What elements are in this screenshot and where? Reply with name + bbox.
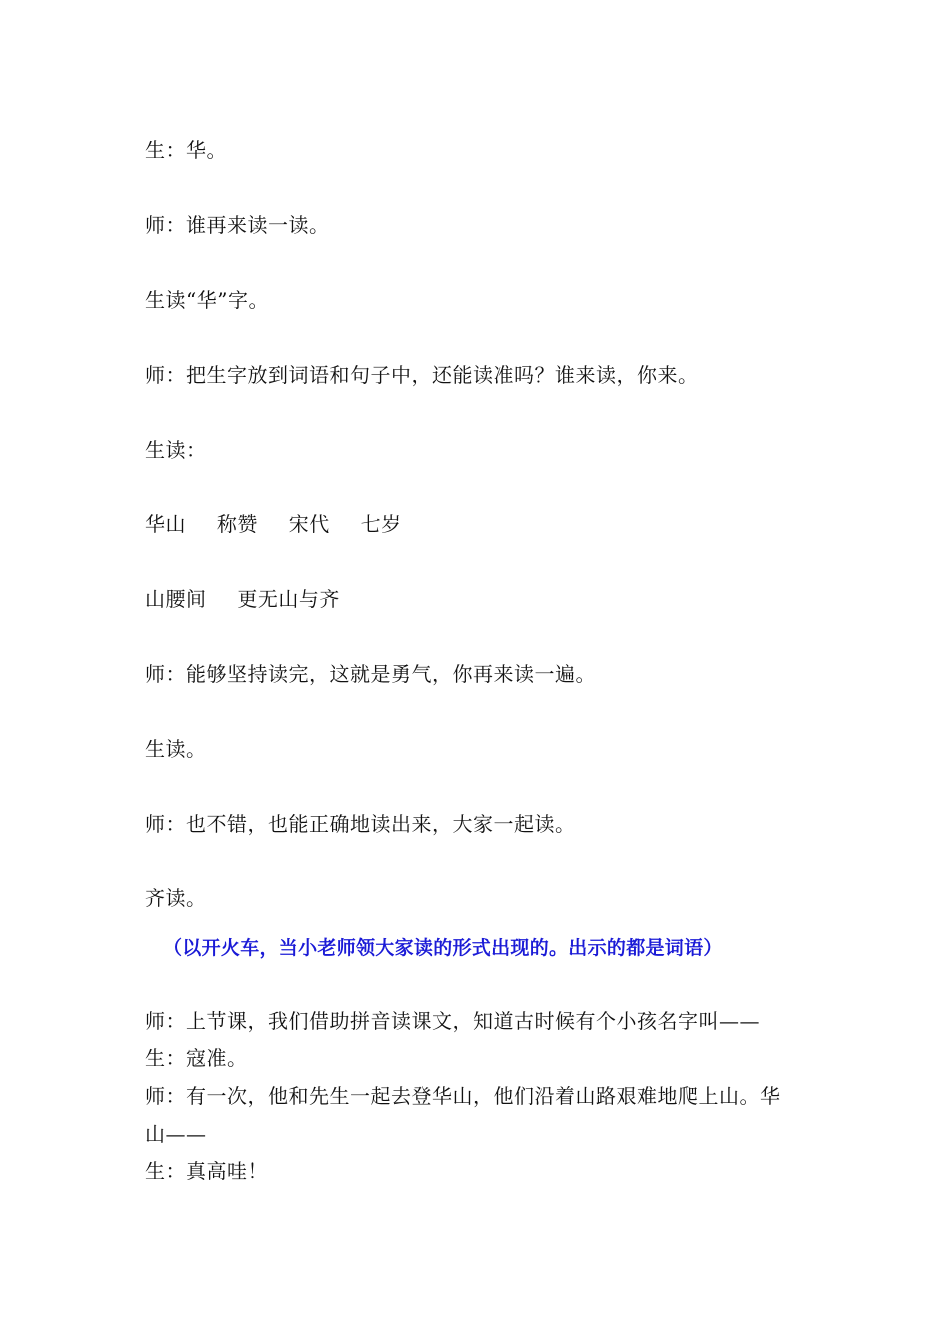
vocab-word: 更无山与齐	[237, 587, 340, 611]
vocab-word: 宋代	[288, 512, 330, 536]
text-line: 生读。	[145, 737, 207, 761]
text-line: 生读：	[145, 438, 207, 462]
text-line: 生：华。	[145, 138, 227, 162]
dialog-line: 师：上节课，我们借助拼音读课文，知道古时候有个小孩名字叫——	[145, 1009, 760, 1033]
vocab-word: 七岁	[360, 512, 402, 536]
dialog-line: 生：真高哇！	[145, 1159, 268, 1183]
text-line: 师：谁再来读一读。	[145, 213, 330, 237]
text-line: 师：能够坚持读完，这就是勇气，你再来读一遍。	[145, 662, 596, 686]
text-line: 齐读。	[145, 886, 207, 910]
vocabulary-row	[145, 585, 340, 613]
vocab-word: 华山	[145, 512, 186, 536]
dialog-line: 山——	[145, 1122, 207, 1146]
dialog-line: 生：寇准。	[145, 1046, 248, 1070]
text-line: 师：也不错，也能正确地读出来，大家一起读。	[145, 812, 576, 836]
vocab-word: 称赞	[216, 512, 258, 536]
dialog-line: 师：有一次，他和先生一起去登华山，他们沿着山路艰难地爬上山。华	[145, 1084, 781, 1108]
vocabulary-row	[145, 510, 402, 538]
teaching-note: （以开火车，当小老师领大家读的形式出现的。出示的都是词语）	[163, 937, 723, 959]
text-line: 生读“华”字。	[145, 288, 269, 312]
text-line: 师：把生字放到词语和句子中，还能读准吗？谁来读，你来。	[145, 363, 699, 387]
vocab-word: 山腰间	[145, 587, 207, 611]
